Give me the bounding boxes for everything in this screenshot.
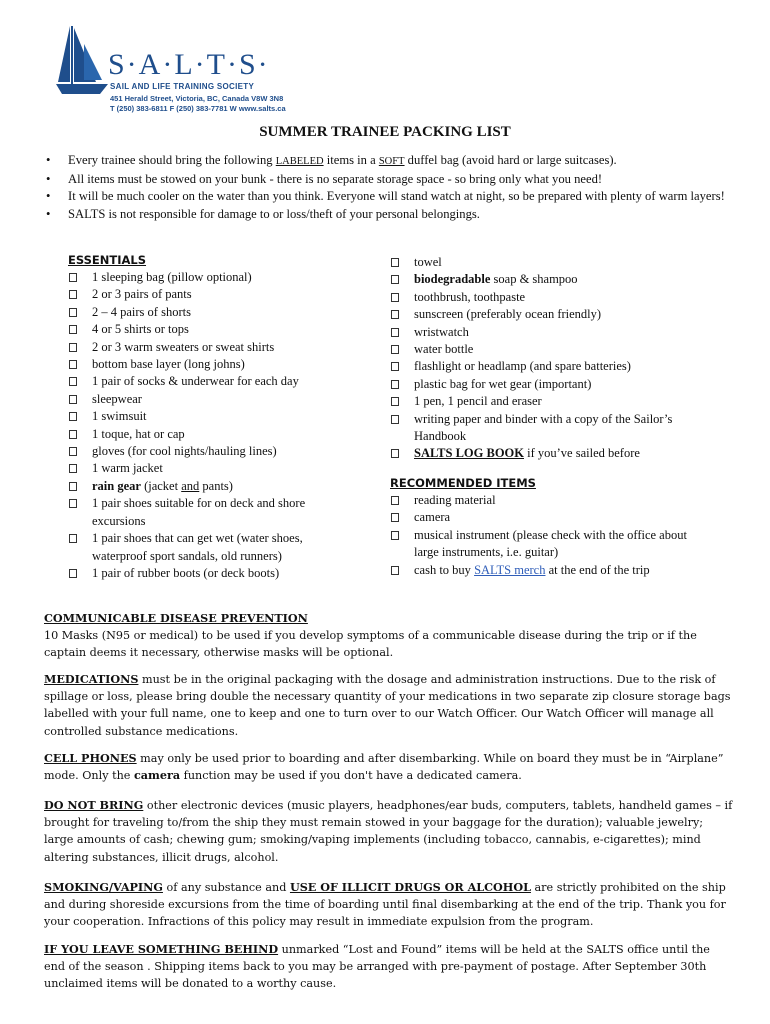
item-label: bottom base layer (long johns) (92, 357, 245, 372)
intro-bullet: • All items must be stowed on your bunk - there is no separate storage space - so bring only what you need! (44, 171, 734, 189)
item-label: water bottle (414, 342, 474, 357)
medications-heading: MEDICATIONS (44, 672, 139, 686)
intro-bullet (44, 152, 734, 171)
item-label: at the end of the trip (545, 562, 650, 577)
item-label: camera (414, 510, 451, 525)
and-emphasis: and (181, 478, 200, 493)
list-item (390, 509, 720, 526)
do-not-bring-paragraph (44, 797, 734, 866)
phone-fax-web-line: T (250) 383-6811 F (250) 383-7781 W www.salts.ca (110, 104, 286, 113)
item-label: cash to buy (414, 562, 475, 577)
list-item (390, 376, 720, 393)
item-label: 1 sleeping bag (pillow optional) (92, 270, 252, 284)
checkbox-icon[interactable] (391, 415, 399, 424)
medications-paragraph (44, 671, 734, 740)
list-item (68, 269, 358, 286)
item-label: if you’ve sailed before (524, 446, 640, 461)
essentials-heading: ESSENTIALS (68, 253, 147, 267)
checkbox-icon[interactable] (69, 499, 77, 508)
paragraph-text: function may be used if you don't have a dedicated camera. (180, 769, 522, 783)
checkbox-icon[interactable] (69, 412, 77, 421)
checkbox-icon[interactable] (69, 569, 77, 578)
checkbox-icon[interactable] (69, 482, 77, 491)
checkbox-icon[interactable] (391, 449, 399, 458)
checkbox-icon[interactable] (69, 464, 77, 473)
checkbox-icon[interactable] (69, 377, 77, 386)
recommended-heading: RECOMMENDED ITEMS (390, 475, 536, 490)
left-behind-paragraph (44, 941, 734, 993)
list-item (68, 495, 358, 530)
list-item (390, 445, 720, 462)
checkbox-icon[interactable] (391, 531, 399, 540)
checkbox-icon[interactable] (391, 496, 399, 505)
list-item (390, 271, 720, 288)
list-item (390, 254, 720, 271)
paragraph-text: other electronic devices (music players, headphones/ear buds, computers, tablets, handheld games – if brought for traveling to/from the ship they must remain stowed in your baggage for the duration); valuable jewelry; large amounts of cash; chewing gum; smoking/vaping implements (including tobacco, cannabis, e-cigarettes); mind altering substances, illicit drugs, alcohol. (44, 799, 733, 864)
intro-bullet: • SALTS is not responsible for damage to or loss/theft of your personal belongings. (44, 206, 734, 224)
checkbox-icon[interactable] (69, 534, 77, 543)
biodegradable-label: biodegradable (414, 272, 491, 287)
item-label: 1 warm jacket (92, 461, 163, 476)
item-label: 2 or 3 pairs of pants (92, 287, 192, 302)
gear-list (390, 254, 720, 463)
checkbox-icon[interactable] (391, 380, 399, 389)
checkbox-icon[interactable] (391, 513, 399, 522)
list-item (390, 289, 720, 306)
item-label: sunscreen (preferably ocean friendly) (414, 307, 602, 322)
item-label: pants) (199, 478, 233, 493)
list-item (68, 460, 358, 477)
paragraph-text: 10 Masks (N95 or medical) to be used if you develop symptoms of a communicable disease during the trip or if the captain deems it necessary, otherwise masks will be optional. (44, 629, 697, 660)
item-label: 1 pair of socks & underwear for each day (92, 374, 299, 389)
item-label: plastic bag for wet gear (important) (414, 376, 592, 391)
tall-ship-logo-icon (56, 24, 108, 98)
list-item (68, 321, 358, 338)
list-item (390, 341, 720, 358)
list-item (390, 411, 714, 446)
address-line: 451 Herald Street, Victoria, BC, Canada V8W 3N8 (110, 94, 284, 103)
disease-prevention-paragraph (44, 610, 734, 662)
list-item (68, 286, 358, 303)
page-title: SUMMER TRAINEE PACKING LIST (259, 124, 511, 140)
item-label: flashlight or headlamp (and spare batteries) (414, 359, 631, 374)
item-label: 1 toque, hat or cap (92, 426, 185, 441)
item-label: wristwatch (414, 324, 469, 339)
list-item (68, 565, 358, 582)
checkbox-icon[interactable] (391, 566, 399, 575)
checkbox-icon[interactable] (391, 258, 399, 267)
item-label: 1 pair shoes suitable for on deck and shore excursions (92, 496, 306, 528)
essentials-list (68, 269, 358, 582)
paragraph-text: are strictly prohibited on the ship and during shoreside excursions from the time of boarding until final disembarking at the end of the trip. Thank you for your cooperation. Infractions of this policy may result in immediate expulsion from the program. (44, 881, 726, 929)
item-label: 2 – 4 pairs of shorts (92, 304, 191, 319)
salts-log-book-label: SALTS LOG BOOK (414, 446, 524, 461)
item-label: sleepwear (92, 391, 142, 406)
list-item (390, 393, 720, 410)
list-item (68, 373, 358, 390)
list-item (68, 443, 358, 460)
disease-prevention-heading: COMMUNICABLE DISEASE PREVENTION (44, 611, 308, 625)
list-item (390, 358, 720, 375)
list-item (68, 356, 358, 373)
smoking-vaping-heading: SMOKING/VAPING (44, 880, 163, 894)
cell-phones-paragraph (44, 750, 734, 784)
item-label: toothbrush, toothpaste (414, 289, 526, 304)
checkbox-icon[interactable] (391, 345, 399, 354)
paragraph-text: may only be used prior to boarding and after disembarking. While on board they must be in “Airplane” mode. Only the (44, 752, 724, 783)
checkbox-icon[interactable] (391, 362, 399, 371)
camera-emphasis: camera (133, 768, 181, 783)
checkbox-icon[interactable] (391, 328, 399, 337)
list-item (68, 426, 358, 443)
soft-emphasis: SOFT (378, 156, 405, 167)
salts-merch-link[interactable]: SALTS merch (474, 562, 546, 577)
list-item (390, 306, 720, 323)
item-label: musical instrument (please check with the office about large instruments, i.e. guitar) (414, 527, 687, 560)
item-label: soap & shampoo (490, 272, 578, 287)
item-label: 1 pair of rubber boots (or deck boots) (92, 565, 280, 580)
item-label: 2 or 3 warm sweaters or sweat shirts (92, 339, 275, 354)
labeled-emphasis: LABELED (275, 156, 324, 167)
cell-phones-heading: CELL PHONES (44, 751, 137, 765)
checkbox-icon[interactable] (69, 325, 77, 334)
illicit-drugs-heading: USE OF ILLICIT DRUGS OR ALCOHOL (289, 880, 531, 894)
intro-bullets (44, 152, 734, 223)
list-item (68, 478, 358, 495)
paragraph-text: unmarked “Lost and Found” items will be held at the SALTS office until the end of the season . Shipping items back to you may be arranged with pre-payment of postage. After September 30th unclaimed items will be donated to a worthy cause. (44, 943, 710, 991)
intro-text: Every trainee should bring the following (68, 153, 276, 167)
checkbox-icon[interactable] (69, 395, 77, 404)
do-not-bring-heading: DO NOT BRING (44, 798, 144, 812)
checkbox-icon[interactable] (69, 308, 77, 317)
paragraph-text: of any substance and (162, 881, 290, 894)
item-label: 4 or 5 shirts or tops (92, 322, 189, 337)
list-item (68, 530, 358, 565)
checkbox-icon[interactable] (391, 397, 399, 406)
list-item (390, 492, 720, 509)
item-label: 1 pair shoes that can get wet (water shoes, waterproof sport sandals, old runners) (92, 531, 303, 563)
item-label: 1 pen, 1 pencil and eraser (414, 394, 542, 409)
item-label: writing paper and binder with a copy of the Sailor’s Handbook (414, 411, 673, 444)
checkbox-icon[interactable] (391, 275, 399, 284)
toiletries-and-gear-section (390, 254, 720, 579)
item-label: towel (414, 255, 442, 269)
checkbox-icon[interactable] (391, 293, 399, 302)
recommended-list (390, 492, 720, 579)
list-item (68, 391, 358, 408)
item-label: 1 swimsuit (92, 409, 147, 424)
brand-tagline: SAIL AND LIFE TRAINING SOCIETY (110, 82, 255, 91)
list-item (390, 527, 714, 562)
letterhead (56, 18, 356, 118)
item-label: (jacket (140, 478, 182, 493)
paragraph-text: must be in the original packaging with the dosage and administration instructions. Due to the risk of spillage or loss, please bring double the necessary quantity of your medications in two separate zip closure storage bags labelled with your full name, one to keep and one to turn over to our Watch Officer. Our Watch Officer will manage all controlled substance medications. (44, 673, 731, 738)
rain-gear-label: rain gear (92, 478, 141, 493)
list-item (390, 324, 720, 341)
essentials-section (68, 252, 358, 582)
list-item (390, 562, 720, 579)
checkbox-icon[interactable] (69, 430, 77, 439)
list-item (68, 304, 358, 321)
checkbox-icon[interactable] (69, 290, 77, 299)
checkbox-icon[interactable] (69, 343, 77, 352)
checkbox-icon[interactable] (69, 360, 77, 369)
checkbox-icon[interactable] (391, 310, 399, 319)
list-item (68, 339, 358, 356)
left-behind-heading: IF YOU LEAVE SOMETHING BEHIND (44, 942, 279, 956)
intro-bullet: • It will be much cooler on the water than you think. Everyone will stand watch at night, so be prepared with plenty of warm layers! (44, 188, 734, 206)
item-label: gloves (for cool nights/hauling lines) (92, 444, 277, 459)
list-item (68, 408, 358, 425)
brand-wordmark: S·A·L·T·S· (108, 48, 270, 81)
contact-block (110, 94, 286, 114)
item-label: reading material (414, 492, 496, 507)
intro-text: items in a (323, 153, 379, 167)
smoking-vaping-paragraph (44, 879, 734, 931)
checkbox-icon[interactable] (69, 273, 77, 282)
checkbox-icon[interactable] (69, 447, 77, 456)
intro-text: duffel bag (avoid hard or large suitcases). (404, 153, 617, 167)
